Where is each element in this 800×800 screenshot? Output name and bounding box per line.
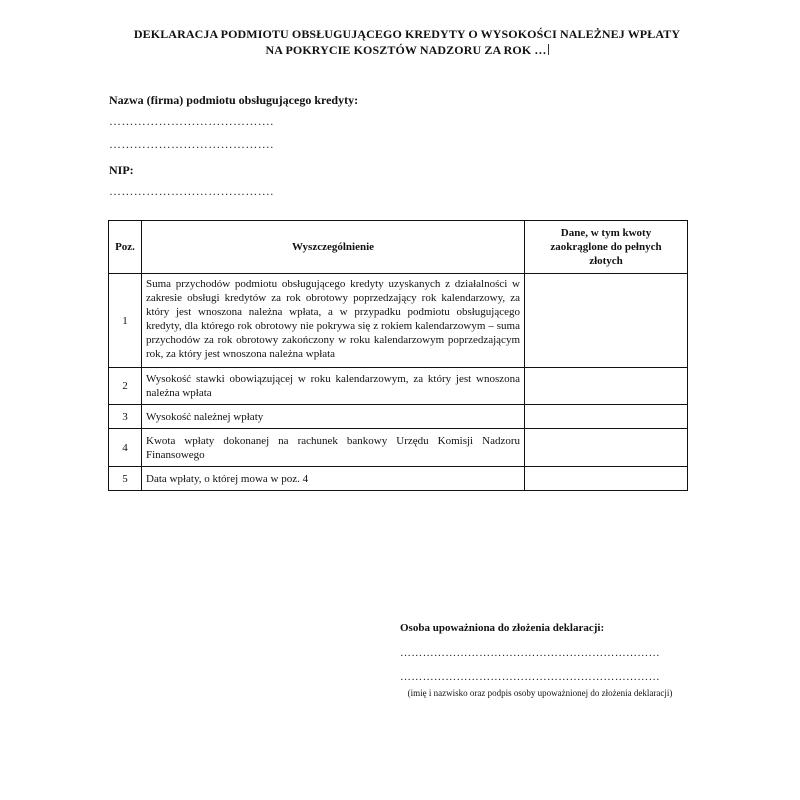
row-poz: 2 <box>109 368 142 405</box>
table-row <box>109 274 688 368</box>
table-row <box>109 405 688 429</box>
title-line-1: DEKLARACJA PODMIOTU OBSŁUGUJĄCEGO KREDYTY O WYSOKOŚCI NALEŻNEJ WPŁATY <box>133 27 681 41</box>
row-description: Suma przychodów podmiotu obsługującego kredyty uzyskanych z działalności w zakresie obsługi kredytów za rok obrotowy poprzedzający rok kalendarzowy, za który jest wnoszona należna wpłata, a w przypadku podmiotu obsługującego kredyty, dla którego rok obrotowy nie pokrywa się z rokiem kalendarzowym – suma przychodów za rok obrotowy zakończony w roku kalendarzowym poprzedzającym rok, za który jest wnoszona należna wpłata <box>142 274 525 368</box>
entity-name-field-2[interactable]: …………………………………. <box>109 137 274 151</box>
row-value-cell[interactable] <box>525 368 688 405</box>
row-poz: 3 <box>109 405 142 429</box>
table-row <box>109 429 688 467</box>
entity-name-field-1[interactable]: …………………………………. <box>109 114 274 128</box>
header-dane: Dane, w tym kwoty zaokrąglone do pełnych złotych <box>525 221 688 274</box>
row-description: Wysokość stawki obowiązującej w roku kalendarzowym, za który jest wnoszona należna wpłata <box>142 368 525 405</box>
signature-field-2[interactable]: …………………………………………………………… <box>400 671 660 683</box>
row-poz: 4 <box>109 429 142 467</box>
signature-note: (imię i nazwisko oraz podpis osoby upoważnionej do złożenia deklaracji) <box>407 688 673 698</box>
row-description: Data wpłaty, o której mowa w poz. 4 <box>142 467 525 491</box>
table-row <box>109 467 688 491</box>
signature-label: Osoba upoważniona do złożenia deklaracji: <box>400 622 605 634</box>
row-value-cell[interactable] <box>525 429 688 467</box>
table-header-row <box>109 221 688 274</box>
row-description: Kwota wpłaty dokonanej na rachunek bankowy Urzędu Komisji Nadzoru Finansowego <box>142 429 525 467</box>
declaration-table <box>108 220 688 491</box>
header-wyszczegolnienie: Wyszczególnienie <box>142 221 525 274</box>
signature-field-1[interactable]: …………………………………………………………… <box>400 647 660 659</box>
table-row <box>109 368 688 405</box>
document-title <box>100 26 714 58</box>
row-value-cell[interactable] <box>525 274 688 368</box>
text-cursor <box>548 44 549 55</box>
row-poz: 5 <box>109 467 142 491</box>
title-line-2-text: NA POKRYCIE KOSZTÓW NADZORU ZA ROK … <box>265 43 547 57</box>
entity-name-label: Nazwa (firma) podmiotu obsługującego kredyty: <box>109 93 359 107</box>
nip-field[interactable]: …………………………………. <box>109 184 274 198</box>
row-description: Wysokość należnej wpłaty <box>142 405 525 429</box>
header-poz: Poz. <box>109 221 142 274</box>
title-line-2 <box>100 42 714 58</box>
row-poz: 1 <box>109 274 142 368</box>
row-value-cell[interactable] <box>525 467 688 491</box>
row-value-cell[interactable] <box>525 405 688 429</box>
nip-label: NIP: <box>109 163 134 177</box>
